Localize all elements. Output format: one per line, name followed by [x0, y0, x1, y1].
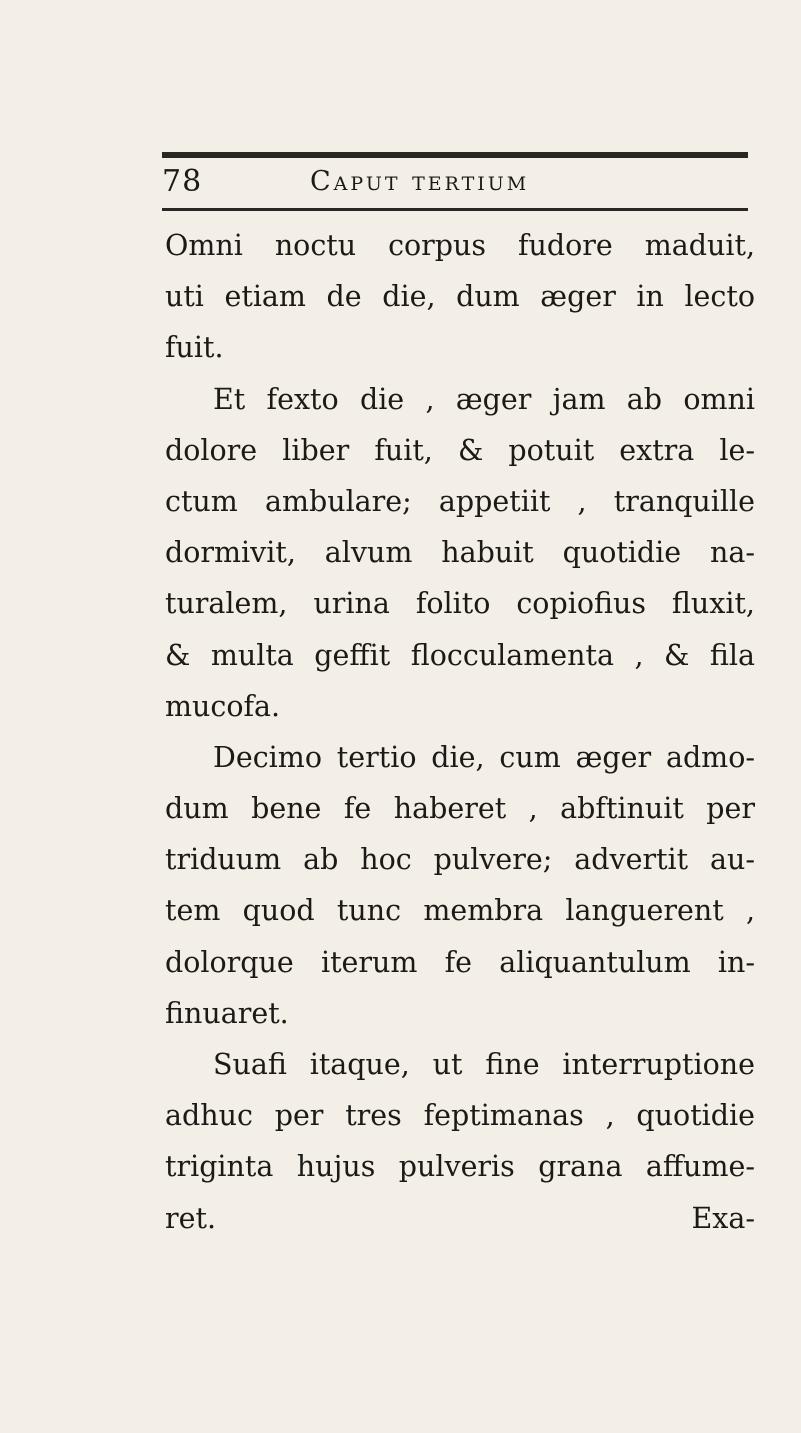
text-line: ctum ambulare; appetiit , tranquille [165, 484, 755, 518]
text-line: dolorque iterum fe aliquantulum in- [165, 945, 755, 979]
text-line: uti etiam de die, dum æger in lecto [165, 280, 755, 314]
body-text [165, 220, 755, 1244]
text-line: Decimo tertio die, cum æger admo- [213, 740, 755, 774]
page-number: 78 [162, 164, 203, 199]
text-line: turalem, urina folito copiofius fluxit, [165, 587, 755, 621]
header-rule-bottom [162, 208, 748, 211]
running-head: Caput tertium [310, 166, 530, 197]
text-line: Et fexto die , æger jam ab omni [213, 382, 755, 416]
text-line-last [165, 1193, 755, 1244]
text-line: mucofa. [165, 689, 281, 723]
catchword: Exa- [691, 1201, 755, 1235]
text-line: Omni noctu corpus fudore maduit, [165, 229, 755, 262]
text-line: fuit. [165, 331, 224, 365]
text-line: dormivit, alvum habuit quotidie na- [165, 536, 755, 570]
text-line: tem quod tunc membra languerent , [165, 894, 755, 928]
text-line: adhuc per tres feptimanas , quotidie [165, 1099, 755, 1133]
page-header [162, 158, 748, 208]
text-line: triduum ab hoc pulvere; advertit au- [165, 843, 755, 877]
text-line: dolore liber fuit, & potuit extra le- [165, 433, 755, 467]
text-line: triginta hujus pulveris grana affume- [165, 1150, 755, 1184]
text-line: Suafi itaque, ut fine interruptione [213, 1048, 755, 1081]
final-line-text: ret. [165, 1201, 217, 1235]
text-line: dum bene fe haberet , abftinuit per [165, 792, 755, 826]
text-line: & multa geffit flocculamenta , & fila [165, 638, 755, 672]
text-line: finuaret. [165, 996, 289, 1030]
